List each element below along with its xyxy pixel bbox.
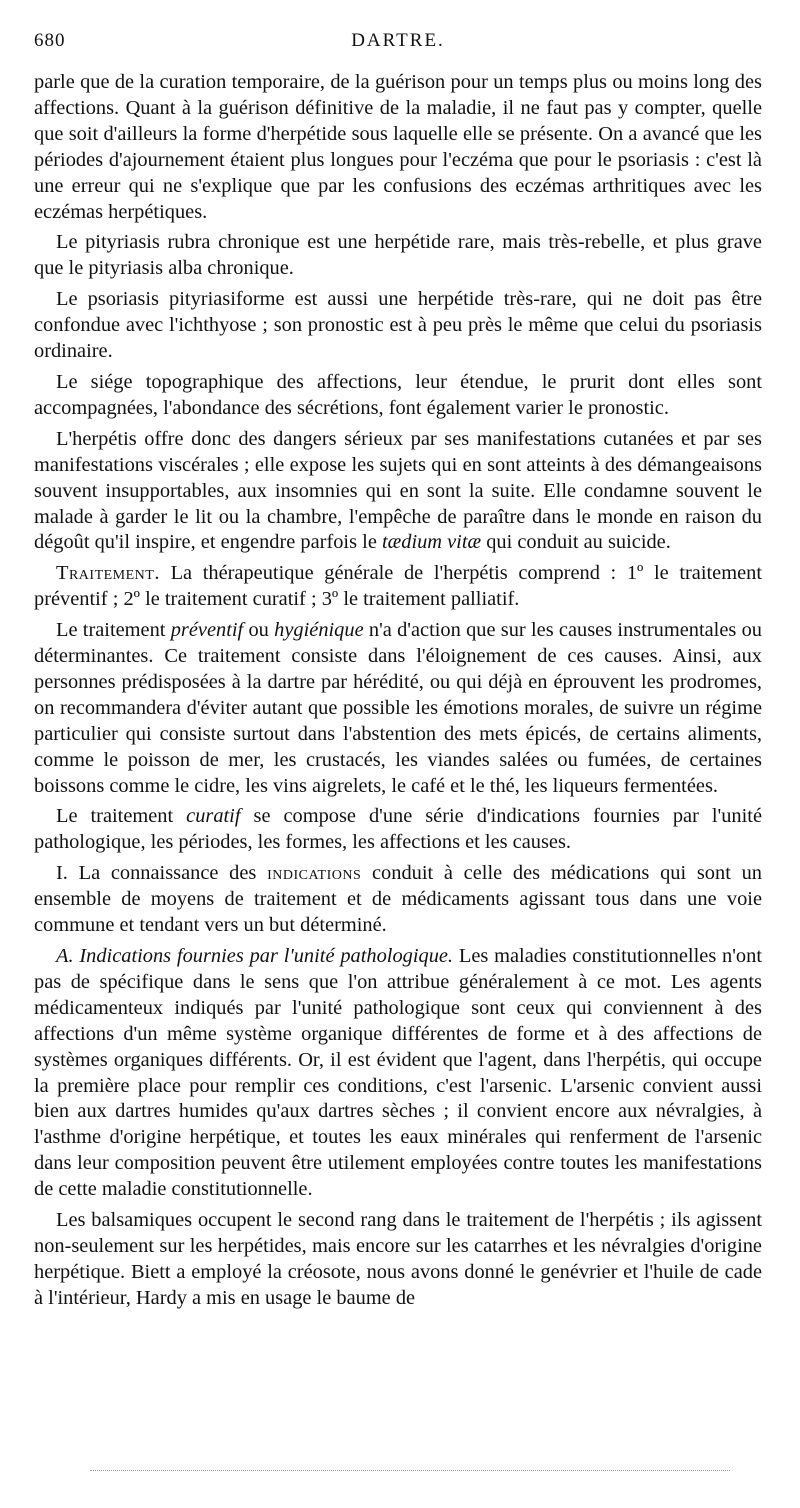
paragraph-pityriasis-rubra: Le pityriasis rubra chronique est une herpétide rare, mais très-rebelle, et plus grave que le pityriasis alba chronique. [34, 231, 762, 280]
paragraph-traitement [34, 561, 762, 613]
indications-prefix: I. La connaissance des [56, 862, 268, 885]
paragraph-continuation: parle que de la curation temporaire, de la guérison pour un temps plus ou moins long des affections. Quant à la guérison définitive de la maladie, il ne faut pas y compter, quelle que soit d'ailleurs la forme d'herpétide sous laquelle elle se présente. On a avancé que les périodes d'ajournement étaient plus longues pour l'eczéma que pour le psoriasis : c'est là une erreur qui ne s'explique que par les confusions des eczémas arthritiques avec les eczémas herpétiques. [34, 71, 762, 223]
hygienique-italic: hygiénique [274, 619, 364, 642]
running-head [34, 30, 762, 56]
preventif-italic: préventif [170, 619, 244, 642]
paragraph-psoriasis-pityriasiforme: Le psoriasis pityriasiforme est aussi une herpétide très-rare, qui ne doit pas être confondue avec l'ichthyose ; son pronostic est à peu près le même que celui du psoriasis ordinaire. [34, 288, 762, 363]
curatif-italic: curatif [186, 805, 241, 828]
running-title: DARTRE. [351, 30, 445, 51]
preventif-prefix: Le traitement [56, 619, 171, 642]
indications-small-caps: indications [267, 862, 362, 885]
indications-text: conduit à celle des médications qui sont un ensemble de moyens de traitement et de médicaments agissant tous dans une voie commune et tendant vers un but déterminé. [34, 862, 762, 937]
page-number: 680 [34, 30, 66, 51]
paragraph-traitement-preventif [34, 618, 762, 799]
preventif-mid: ou [243, 619, 275, 642]
page-bottom-rule [90, 1470, 730, 1471]
paragraph-dangers-body: L'herpétis offre donc des dangers sérieux par ses manifestations cutanées et par ses manifestations viscérales ; elle expose les sujets qui en sont atteints à des démangeaisons souvent insupportables, aux insomnies qui en sont la suite. Elle condamne souvent le malade à garder le lit ou la chambre, l'empêche de paraître dans le monde en raison du dégoût qu'il inspire, et engendre parfois [34, 427, 762, 554]
paragraph-balsamiques: Les balsamiques occupent le second rang dans le traitement de l'herpétis ; ils agissent non-seulement sur les herpétides, mais encore sur les catarrhes et les névralgies d'origine herpétique. Biett a employé la créosote, nous avons donné le genévrier et l'huile de cade à l'intérieur, Hardy a mis en usage le baume de [34, 1209, 762, 1309]
traitement-text: La thérapeutique générale de l'herpétis comprend : 1º le traitement préventif ; 2º le traitement curatif ; 3º le traitement palliatif. [34, 562, 762, 611]
unite-pathologique-heading: A. Indications fournies par l'unité pathologique. [56, 945, 454, 967]
unite-pathologique-text: Les maladies constitutionnelles n'ont pas de spécifique dans le sens que l'on attribue généralement à ce mot. Les agents médicamenteux indiqués par l'unité pathologique sont ceux qui conviennent à des affections d'un même système organique différentes de forme et à des affections de systèmes organiques différents. Or, il est évident que l'agent, dans l'herpétis, qui occupe la première place pour remplir ces conditions, c'est l'arsenic. L'arsenic convient aussi bien aux dartres humides qu'aux dartres sèches ; il convient encore aux névralgies, à l'asthme d'origine herpétique, et toutes les eaux minérales qui renferment de l'arsenic dans leur composition peuvent être utilement employées contre toutes les manifestations de cette maladie constitutionnelle. [34, 945, 762, 1201]
paragraph-dangers-tail-prefix: le [362, 531, 382, 554]
paragraph-siege-topographique: Le siége topographique des affections, leur étendue, le prurit dont elles sont accompagnées, l'abondance des sécrétions, font également varier le pronostic. [34, 370, 762, 419]
book-page [34, 30, 762, 1312]
curatif-text: se compose d'une série d'indications fournies par l'unité pathologique, les périodes, les formes, les affections et les causes. [34, 805, 762, 854]
taedium-vitae-italic: tædium vitæ [381, 531, 482, 554]
preventif-text: n'a d'action que sur les causes instrumentales ou déterminantes. Ce traitement consiste dans l'éloignement de ces causes. Ainsi, aux personnes prédisposées à la dartre par hérédité, ou qui déjà en éprouvent les prodromes, on recommandera d'éviter autant que possible les émotions morales, de suivre un régime particulier qui consiste surtout dans l'abstention des mets épicés, de certains aliments, comme le poisson de mer, les crustacés, les viandes salées ou fumées, de certaines boissons comme le cidre, les vins aigrelets, le café et le thé, les liqueurs fermentées. [34, 619, 762, 797]
curatif-prefix: Le traitement [56, 805, 187, 828]
traitement-heading: Traitement. [56, 562, 160, 585]
paragraph-traitement-curatif [34, 804, 762, 856]
paragraph-dangers-tail-suffix: qui conduit au suicide. [481, 531, 671, 554]
paragraph-indications [34, 861, 762, 939]
paragraph-unite-pathologique [34, 944, 762, 1203]
body-text [34, 70, 762, 1312]
paragraph-dangers-herpetis [34, 427, 762, 557]
